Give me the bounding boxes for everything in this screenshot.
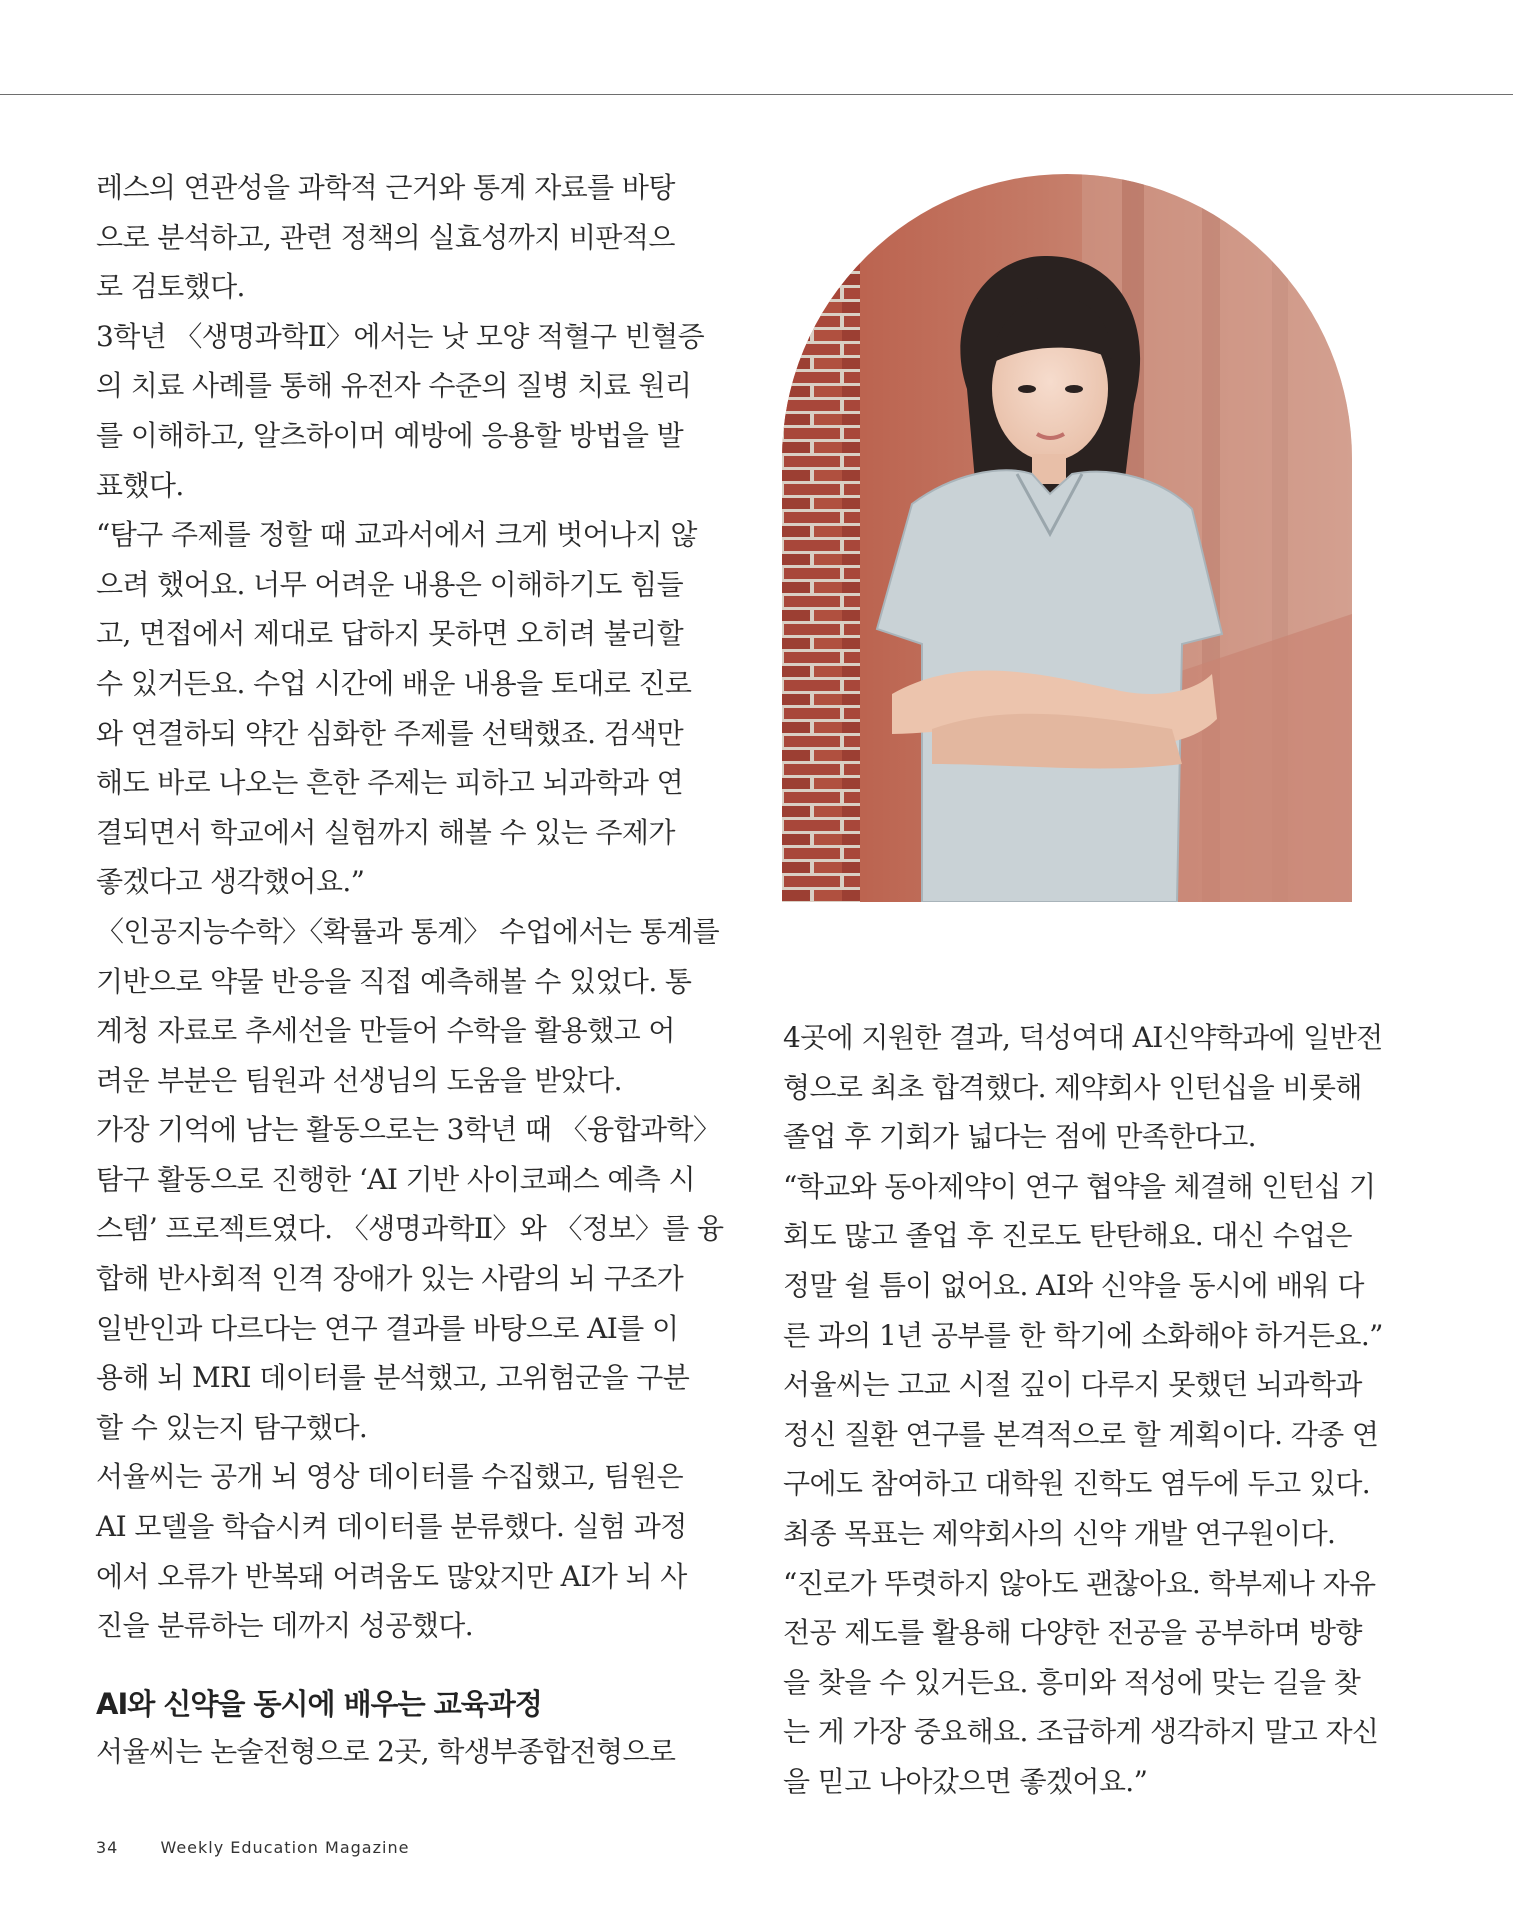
text-line: 일반인과 다르다는 연구 결과를 바탕으로 AI를 이 — [96, 1311, 679, 1345]
student-portrait-photo — [782, 174, 1352, 902]
left-body-a — [96, 163, 724, 1651]
footer — [96, 1838, 445, 1857]
text-line: 을 찾을 수 있거든요. 흥미와 적성에 맞는 길을 찾 — [783, 1665, 1361, 1699]
text-line: 서율씨는 고교 시절 깊이 다루지 못했던 뇌과학과 — [783, 1368, 1362, 1402]
portrait-illustration — [782, 174, 1352, 902]
text-line: 졸업 후 기회가 넓다는 점에 만족한다고. — [783, 1120, 1256, 1154]
text-line: 정신 질환 연구를 본격적으로 할 계획이다. 각종 연 — [783, 1417, 1379, 1451]
text-line: 레스의 연관성을 과학적 근거와 통계 자료를 바탕 — [96, 171, 675, 204]
text-line: “학교와 동아제약이 연구 협약을 체결해 인턴십 기 — [783, 1169, 1376, 1203]
text-line: 최종 목표는 제약회사의 신약 개발 연구원이다. — [783, 1516, 1336, 1550]
text-line: 회도 많고 졸업 후 진로도 탄탄해요. 대신 수업은 — [783, 1219, 1352, 1253]
text-line: 계청 자료로 추세선을 만들어 수학을 활용했고 어 — [96, 1014, 675, 1048]
text-line: 서율씨는 논술전형으로 2곳, 학생부종합전형으로 — [96, 1734, 676, 1768]
text-line: 는 게 가장 중요해요. 조급하게 생각하지 말고 자신 — [783, 1715, 1379, 1749]
text-line: “탐구 주제를 정할 때 교과서에서 크게 벗어나지 않 — [96, 518, 697, 552]
text-line: 4곳에 지원한 결과, 덕성여대 AI신약학과에 일반전 — [783, 1021, 1383, 1054]
text-line: 전공 제도를 활용해 다양한 전공을 공부하며 방향 — [783, 1616, 1362, 1650]
text-line: 표했다. — [96, 468, 184, 502]
right-column — [783, 1013, 1383, 1807]
text-line: 고, 면접에서 제대로 답하지 못하면 오히려 불리할 — [96, 617, 684, 651]
text-line: 와 연결하되 약간 심화한 주제를 선택했죠. 검색만 — [96, 716, 684, 750]
text-line: 서율씨는 공개 뇌 영상 데이터를 수집했고, 팀원은 — [96, 1460, 684, 1494]
text-line: 에서 오류가 반복돼 어려움도 많았지만 AI가 뇌 사 — [96, 1559, 687, 1593]
magazine-name: Weekly Education Magazine — [160, 1838, 410, 1857]
text-line: 스템’ 프로젝트였다. 〈생명과학Ⅱ〉와 〈정보〉를 융 — [96, 1212, 724, 1246]
text-line: 구에도 참여하고 대학원 진학도 염두에 두고 있다. — [783, 1467, 1371, 1501]
text-line: 가장 기억에 남는 활동으로는 3학년 때 〈융합과학〉 — [96, 1113, 721, 1147]
text-line: 으려 했어요. 너무 어려운 내용은 이해하기도 힘들 — [96, 567, 684, 601]
text-line: 으로 분석하고, 관련 정책의 실효성까지 비판적으 — [96, 220, 675, 254]
text-line: 로 검토했다. — [96, 270, 245, 304]
text-line: 의 치료 사례를 통해 유전자 수준의 질병 치료 원리 — [96, 369, 692, 403]
left-body-b — [96, 1727, 676, 1777]
text-line: 할 수 있는지 탐구했다. — [96, 1410, 368, 1444]
text-line: 기반으로 약물 반응을 직접 예측해볼 수 있었다. 통 — [96, 964, 692, 998]
text-line: 합해 반사회적 인격 장애가 있는 사람의 뇌 구조가 — [96, 1262, 684, 1296]
text-line: 탐구 활동으로 진행한 ‘AI 기반 사이코패스 예측 시 — [96, 1162, 695, 1196]
text-line: 정말 쉴 틈이 없어요. AI와 신약을 동시에 배워 다 — [783, 1268, 1364, 1302]
section-gap — [96, 1651, 671, 1681]
text-line: 를 이해하고, 알츠하이머 예방에 응용할 방법을 발 — [96, 418, 684, 452]
text-line: 진을 분류하는 데까지 성공했다. — [96, 1609, 474, 1643]
text-line: 좋겠다고 생각했어요.” — [96, 865, 365, 899]
text-line: 려운 부분은 팀원과 선생님의 도움을 받았다. — [96, 1063, 622, 1097]
text-line: 〈인공지능수학〉〈확률과 통계〉 수업에서는 통계를 — [96, 914, 720, 948]
text-line: 3학년 〈생명과학Ⅱ〉에서는 낫 모양 적혈구 빈혈증 — [96, 319, 705, 353]
text-line: AI 모델을 학습시켜 데이터를 분류했다. 실험 과정 — [96, 1510, 687, 1544]
section-heading: AI와 신약을 동시에 배우는 교육과정 — [96, 1686, 542, 1721]
text-line: 용해 뇌 MRI 데이터를 분석했고, 고위험군을 구분 — [96, 1361, 690, 1395]
text-line: “진로가 뚜렷하지 않아도 괜찮아요. 학부제나 자유 — [783, 1566, 1376, 1600]
text-line: 수 있거든요. 수업 시간에 배운 내용을 토대로 진로 — [96, 666, 692, 700]
text-line: 해도 바로 나오는 흔한 주제는 피하고 뇌과학과 연 — [96, 766, 684, 800]
text-line: 을 믿고 나아갔으면 좋겠어요.” — [783, 1764, 1148, 1798]
text-line: 른 과의 1년 공부를 한 학기에 소화해야 하거든요.” — [783, 1318, 1383, 1352]
text-line: 결되면서 학교에서 실험까지 해볼 수 있는 주제가 — [96, 815, 675, 849]
page-number: 34 — [96, 1838, 119, 1857]
top-rule — [0, 94, 1513, 95]
right-body — [783, 1013, 1383, 1807]
text-line: 형으로 최초 합격했다. 제약회사 인턴십을 비롯해 — [783, 1070, 1362, 1104]
left-column — [96, 163, 724, 1776]
